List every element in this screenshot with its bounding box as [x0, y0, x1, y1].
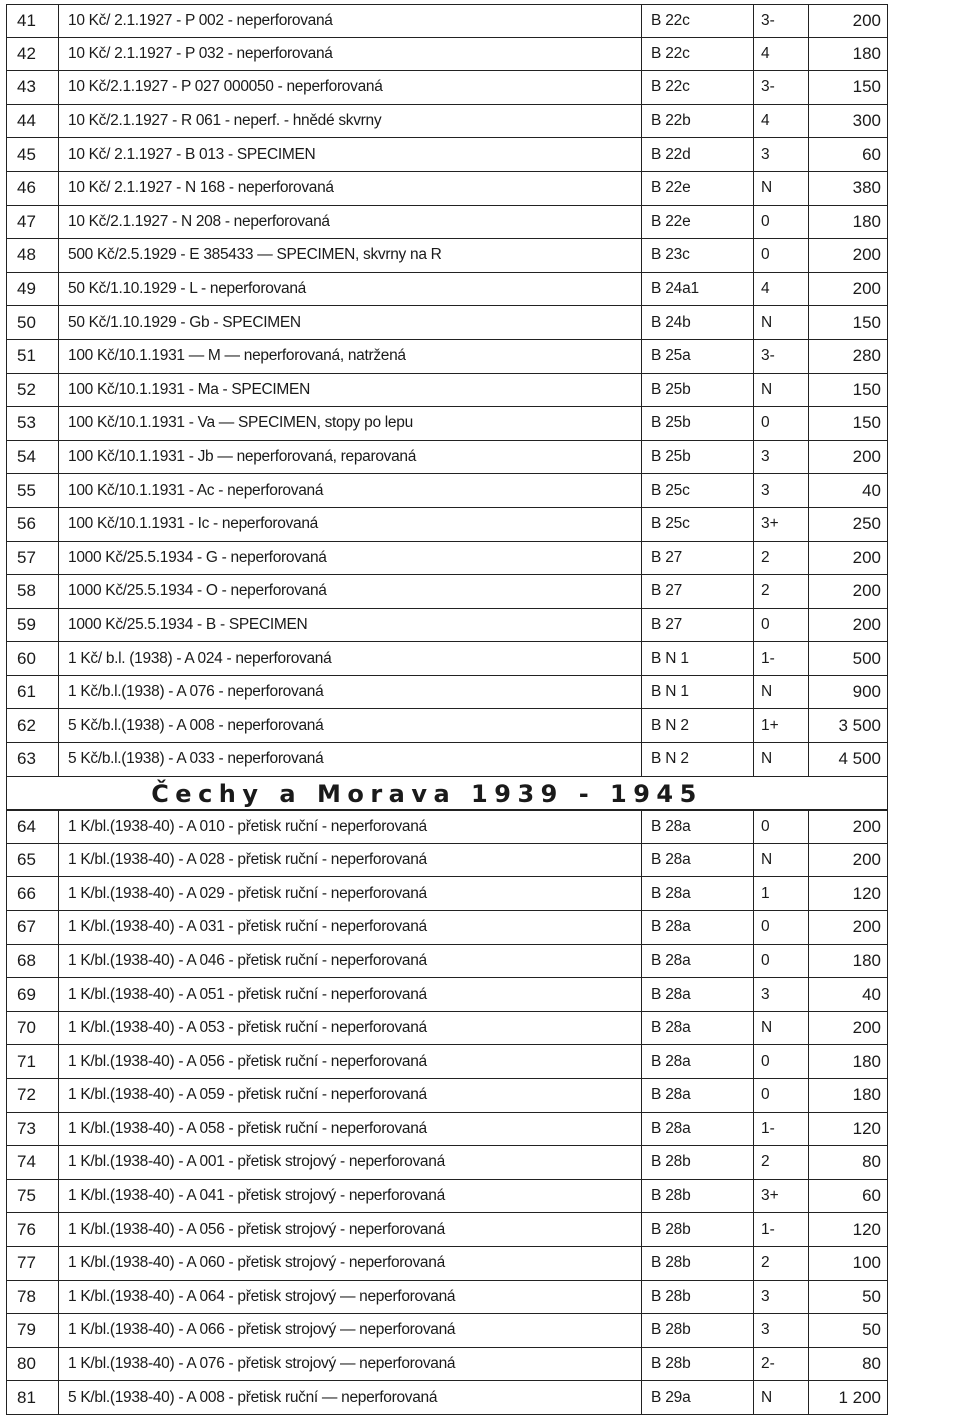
- price: 900: [809, 676, 888, 709]
- lot-number: 73: [6, 1113, 59, 1146]
- item-description: 10 Kč/ 2.1.1927 - N 168 - neperforovaná: [59, 172, 642, 205]
- grade: N: [754, 1381, 809, 1414]
- catalog-number: B 22b: [642, 105, 754, 138]
- item-description: 1 K/bl.(1938-40) - A 066 - přetisk strojový — neperforovaná: [59, 1314, 642, 1347]
- table-row: [6, 676, 888, 710]
- table-row: [6, 1381, 888, 1415]
- grade: N: [754, 374, 809, 407]
- table-row: [6, 105, 888, 139]
- table-row: [6, 1247, 888, 1281]
- item-description: 1000 Kč/25.5.1934 - B - SPECIMEN: [59, 609, 642, 642]
- lot-number: 75: [6, 1180, 59, 1213]
- catalog-number: B 28b: [642, 1281, 754, 1314]
- item-description: 500 Kč/2.5.1929 - E 385433 — SPECIMEN, skvrny na R: [59, 239, 642, 272]
- lot-number: 50: [6, 306, 59, 339]
- item-description: 1 K/bl.(1938-40) - A 060 - přetisk strojový - neperforovaná: [59, 1247, 642, 1280]
- price: 60: [809, 138, 888, 171]
- item-description: 1 K/bl.(1938-40) - A 056 - přetisk strojový - neperforovaná: [59, 1213, 642, 1246]
- lot-number: 64: [6, 811, 59, 843]
- item-description: 1 K/bl.(1938-40) - A 076 - přetisk strojový — neperforovaná: [59, 1348, 642, 1381]
- price: 120: [809, 1213, 888, 1246]
- catalog-number: B 25a: [642, 340, 754, 373]
- item-description: 1 K/bl.(1938-40) - A 001 - přetisk strojový - neperforovaná: [59, 1146, 642, 1179]
- grade: 3-: [754, 5, 809, 37]
- grade: 3-: [754, 340, 809, 373]
- price: 150: [809, 407, 888, 440]
- price: 40: [809, 978, 888, 1011]
- catalog-number: B 22e: [642, 172, 754, 205]
- item-description: 5 Kč/b.l.(1938) - A 008 - neperforovaná: [59, 709, 642, 742]
- item-description: 50 Kč/1.10.1929 - L - neperforovaná: [59, 273, 642, 306]
- catalog-number: B 27: [642, 609, 754, 642]
- table-group-first-republic: [6, 4, 888, 777]
- item-description: 1000 Kč/25.5.1934 - G - neperforovaná: [59, 542, 642, 575]
- catalog-number: B 28a: [642, 1113, 754, 1146]
- price: 60: [809, 1180, 888, 1213]
- table-row: [6, 709, 888, 743]
- grade: N: [754, 844, 809, 877]
- table-row: [6, 1012, 888, 1046]
- catalog-number: B 22c: [642, 38, 754, 71]
- item-description: 1 Kč/b.l.(1938) - A 076 - neperforovaná: [59, 676, 642, 709]
- table-row: [6, 911, 888, 945]
- grade: 2: [754, 542, 809, 575]
- table-row: [6, 508, 888, 542]
- grade: 0: [754, 1045, 809, 1078]
- lot-number: 51: [6, 340, 59, 373]
- lot-number: 74: [6, 1146, 59, 1179]
- table-row: [6, 38, 888, 72]
- catalog-number: B 25b: [642, 441, 754, 474]
- grade: N: [754, 1012, 809, 1045]
- grade: 4: [754, 38, 809, 71]
- item-description: 1 K/bl.(1938-40) - A 028 - přetisk ruční - neperforovaná: [59, 844, 642, 877]
- lot-number: 62: [6, 709, 59, 742]
- lot-number: 76: [6, 1213, 59, 1246]
- price: 250: [809, 508, 888, 541]
- lot-number: 58: [6, 575, 59, 608]
- grade: 2: [754, 575, 809, 608]
- table-row: [6, 575, 888, 609]
- grade: 3: [754, 474, 809, 507]
- price: 50: [809, 1281, 888, 1314]
- table-row: [6, 273, 888, 307]
- lot-number: 56: [6, 508, 59, 541]
- lot-number: 71: [6, 1045, 59, 1078]
- price: 180: [809, 1045, 888, 1078]
- catalog-number: B 28b: [642, 1146, 754, 1179]
- price: 50: [809, 1314, 888, 1347]
- table-row: [6, 239, 888, 273]
- item-description: 100 Kč/10.1.1931 — M — neperforovaná, natržená: [59, 340, 642, 373]
- table-row: [6, 206, 888, 240]
- lot-number: 78: [6, 1281, 59, 1314]
- item-description: 100 Kč/10.1.1931 - Jb — neperforovaná, reparovaná: [59, 441, 642, 474]
- item-description: 1 K/bl.(1938-40) - A 031 - přetisk ruční - neperforovaná: [59, 911, 642, 944]
- table-group-protectorate: [6, 810, 888, 1415]
- table-row: [6, 1146, 888, 1180]
- catalog-number: B 27: [642, 542, 754, 575]
- lot-number: 52: [6, 374, 59, 407]
- table-row: [6, 407, 888, 441]
- price: 200: [809, 5, 888, 37]
- price: 200: [809, 844, 888, 877]
- grade: N: [754, 172, 809, 205]
- lot-number: 80: [6, 1348, 59, 1381]
- lot-number: 49: [6, 273, 59, 306]
- table-row: [6, 810, 888, 844]
- catalog-number: B 29a: [642, 1381, 754, 1414]
- table-row: [6, 844, 888, 878]
- grade: 0: [754, 407, 809, 440]
- table-row: [6, 1180, 888, 1214]
- price: 200: [809, 273, 888, 306]
- price: 180: [809, 206, 888, 239]
- price: 3 500: [809, 709, 888, 742]
- lot-number: 70: [6, 1012, 59, 1045]
- catalog-number: B 23c: [642, 239, 754, 272]
- lot-number: 44: [6, 105, 59, 138]
- catalog-number: B 28a: [642, 911, 754, 944]
- lot-number: 45: [6, 138, 59, 171]
- table-row: [6, 138, 888, 172]
- item-description: 10 Kč/2.1.1927 - P 027 000050 - neperforovaná: [59, 71, 642, 104]
- lot-number: 59: [6, 609, 59, 642]
- grade: 2: [754, 1247, 809, 1280]
- catalog-number: B 25c: [642, 508, 754, 541]
- lot-number: 67: [6, 911, 59, 944]
- catalog-number: B 28a: [642, 877, 754, 910]
- grade: 3: [754, 441, 809, 474]
- price: 120: [809, 877, 888, 910]
- item-description: 1 K/bl.(1938-40) - A 059 - přetisk ruční - neperforovaná: [59, 1079, 642, 1112]
- price: 80: [809, 1146, 888, 1179]
- price: 200: [809, 811, 888, 843]
- catalog-number: B 22c: [642, 5, 754, 37]
- item-description: 100 Kč/10.1.1931 - Va — SPECIMEN, stopy po lepu: [59, 407, 642, 440]
- catalog-number: B 28b: [642, 1247, 754, 1280]
- grade: 3: [754, 1281, 809, 1314]
- price: 200: [809, 239, 888, 272]
- table-row: [6, 1281, 888, 1315]
- table-row: [6, 340, 888, 374]
- price: 4 500: [809, 743, 888, 776]
- lot-number: 79: [6, 1314, 59, 1347]
- catalog-number: B 24b: [642, 306, 754, 339]
- lot-number: 53: [6, 407, 59, 440]
- item-description: 5 Kč/b.l.(1938) - A 033 - neperforovaná: [59, 743, 642, 776]
- catalog-number: B 28a: [642, 945, 754, 978]
- grade: 2: [754, 1146, 809, 1179]
- table-row: [6, 1314, 888, 1348]
- catalog-number: B 27: [642, 575, 754, 608]
- grade: N: [754, 743, 809, 776]
- grade: 0: [754, 811, 809, 843]
- catalog-number: B 28a: [642, 844, 754, 877]
- catalog-number: B 28a: [642, 1045, 754, 1078]
- catalog-number: B N 2: [642, 709, 754, 742]
- catalog-number: B 22e: [642, 206, 754, 239]
- table-row: [6, 1213, 888, 1247]
- grade: 1: [754, 877, 809, 910]
- lot-number: 46: [6, 172, 59, 205]
- item-description: 1 K/bl.(1938-40) - A 046 - přetisk ruční - neperforovaná: [59, 945, 642, 978]
- table-row: [6, 4, 888, 38]
- grade: 1-: [754, 642, 809, 675]
- catalog-number: B N 1: [642, 676, 754, 709]
- grade: 0: [754, 609, 809, 642]
- item-description: 1000 Kč/25.5.1934 - O - neperforovaná: [59, 575, 642, 608]
- lot-number: 65: [6, 844, 59, 877]
- item-description: 10 Kč/ 2.1.1927 - B 013 - SPECIMEN: [59, 138, 642, 171]
- item-description: 1 K/bl.(1938-40) - A 058 - přetisk ruční - neperforovaná: [59, 1113, 642, 1146]
- table-row: [6, 877, 888, 911]
- price: 200: [809, 609, 888, 642]
- grade: 1-: [754, 1113, 809, 1146]
- catalog-number: B 28b: [642, 1348, 754, 1381]
- catalog-number: B 28a: [642, 1079, 754, 1112]
- table-row: [6, 743, 888, 777]
- grade: 0: [754, 1079, 809, 1112]
- lot-number: 68: [6, 945, 59, 978]
- lot-number: 61: [6, 676, 59, 709]
- item-description: 10 Kč/2.1.1927 - N 208 - neperforovaná: [59, 206, 642, 239]
- catalog-number: B 28a: [642, 811, 754, 843]
- grade: 0: [754, 239, 809, 272]
- catalog-number: B 24a1: [642, 273, 754, 306]
- lot-number: 41: [6, 5, 59, 37]
- table-row: [6, 306, 888, 340]
- table-row: [6, 1045, 888, 1079]
- catalog-number: B 28a: [642, 1012, 754, 1045]
- price: 180: [809, 1079, 888, 1112]
- item-description: 1 K/bl.(1938-40) - A 029 - přetisk ruční - neperforovaná: [59, 877, 642, 910]
- price: 500: [809, 642, 888, 675]
- catalog-number: B 22c: [642, 71, 754, 104]
- price: 200: [809, 1012, 888, 1045]
- grade: 3: [754, 1314, 809, 1347]
- price: 150: [809, 374, 888, 407]
- price: 150: [809, 71, 888, 104]
- item-description: 1 K/bl.(1938-40) - A 010 - přetisk ruční - neperforovaná: [59, 811, 642, 843]
- catalog-number: B 28b: [642, 1180, 754, 1213]
- price: 80: [809, 1348, 888, 1381]
- table-row: [6, 1348, 888, 1382]
- item-description: 50 Kč/1.10.1929 - Gb - SPECIMEN: [59, 306, 642, 339]
- item-description: 10 Kč/2.1.1927 - R 061 - neperf. - hnědé skvrny: [59, 105, 642, 138]
- grade: 3: [754, 138, 809, 171]
- lot-number: 63: [6, 743, 59, 776]
- grade: N: [754, 306, 809, 339]
- grade: 3-: [754, 71, 809, 104]
- table-row: [6, 945, 888, 979]
- catalog-table: [6, 4, 888, 1415]
- price: 180: [809, 38, 888, 71]
- table-row: [6, 1113, 888, 1147]
- item-description: 10 Kč/ 2.1.1927 - P 002 - neperforovaná: [59, 5, 642, 37]
- price: 100: [809, 1247, 888, 1280]
- price: 180: [809, 945, 888, 978]
- table-row: [6, 374, 888, 408]
- table-row: [6, 1079, 888, 1113]
- price: 200: [809, 575, 888, 608]
- grade: 4: [754, 273, 809, 306]
- grade: 2-: [754, 1348, 809, 1381]
- table-row: [6, 474, 888, 508]
- lot-number: 72: [6, 1079, 59, 1112]
- price: 200: [809, 441, 888, 474]
- item-description: 1 K/bl.(1938-40) - A 064 - přetisk strojový — neperforovaná: [59, 1281, 642, 1314]
- grade: 1-: [754, 1213, 809, 1246]
- grade: 1+: [754, 709, 809, 742]
- grade: N: [754, 676, 809, 709]
- lot-number: 57: [6, 542, 59, 575]
- catalog-number: B 25c: [642, 474, 754, 507]
- item-description: 1 K/bl.(1938-40) - A 051 - přetisk ruční - neperforovaná: [59, 978, 642, 1011]
- lot-number: 66: [6, 877, 59, 910]
- price: 200: [809, 911, 888, 944]
- price: 280: [809, 340, 888, 373]
- price: 300: [809, 105, 888, 138]
- catalog-number: B N 1: [642, 642, 754, 675]
- item-description: 100 Kč/10.1.1931 - Ic - neperforovaná: [59, 508, 642, 541]
- section-heading: [6, 777, 888, 811]
- table-row: [6, 978, 888, 1012]
- catalog-number: B 25b: [642, 374, 754, 407]
- grade: 0: [754, 911, 809, 944]
- grade: 3: [754, 978, 809, 1011]
- price: 380: [809, 172, 888, 205]
- item-description: 100 Kč/10.1.1931 - Ma - SPECIMEN: [59, 374, 642, 407]
- catalog-number: B 25b: [642, 407, 754, 440]
- price: 120: [809, 1113, 888, 1146]
- lot-number: 54: [6, 441, 59, 474]
- table-row: [6, 172, 888, 206]
- item-description: 10 Kč/ 2.1.1927 - P 032 - neperforovaná: [59, 38, 642, 71]
- catalog-number: B N 2: [642, 743, 754, 776]
- item-description: 1 K/bl.(1938-40) - A 053 - přetisk ruční - neperforovaná: [59, 1012, 642, 1045]
- price: 200: [809, 542, 888, 575]
- table-row: [6, 71, 888, 105]
- lot-number: 48: [6, 239, 59, 272]
- catalog-number: B 28b: [642, 1314, 754, 1347]
- catalog-number: B 28b: [642, 1213, 754, 1246]
- item-description: 1 Kč/ b.l. (1938) - A 024 - neperforovaná: [59, 642, 642, 675]
- lot-number: 47: [6, 206, 59, 239]
- lot-number: 77: [6, 1247, 59, 1280]
- lot-number: 42: [6, 38, 59, 71]
- table-row: [6, 542, 888, 576]
- item-description: 5 K/bl.(1938-40) - A 008 - přetisk ruční — neperforovaná: [59, 1381, 642, 1414]
- price: 1 200: [809, 1381, 888, 1414]
- lot-number: 60: [6, 642, 59, 675]
- table-row: [6, 642, 888, 676]
- table-row: [6, 441, 888, 475]
- lot-number: 55: [6, 474, 59, 507]
- grade: 4: [754, 105, 809, 138]
- grade: 0: [754, 945, 809, 978]
- catalog-number: B 28a: [642, 978, 754, 1011]
- price: 150: [809, 306, 888, 339]
- price: 40: [809, 474, 888, 507]
- catalog-number: B 22d: [642, 138, 754, 171]
- lot-number: 43: [6, 71, 59, 104]
- grade: 0: [754, 206, 809, 239]
- item-description: 1 K/bl.(1938-40) - A 041 - přetisk strojový - neperforovaná: [59, 1180, 642, 1213]
- lot-number: 69: [6, 978, 59, 1011]
- item-description: 1 K/bl.(1938-40) - A 056 - přetisk ruční - neperforovaná: [59, 1045, 642, 1078]
- grade: 3+: [754, 508, 809, 541]
- grade: 3+: [754, 1180, 809, 1213]
- section-title: Čechy a Morava 1939 - 1945: [151, 780, 703, 809]
- item-description: 100 Kč/10.1.1931 - Ac - neperforovaná: [59, 474, 642, 507]
- table-row: [6, 609, 888, 643]
- lot-number: 81: [6, 1381, 59, 1414]
